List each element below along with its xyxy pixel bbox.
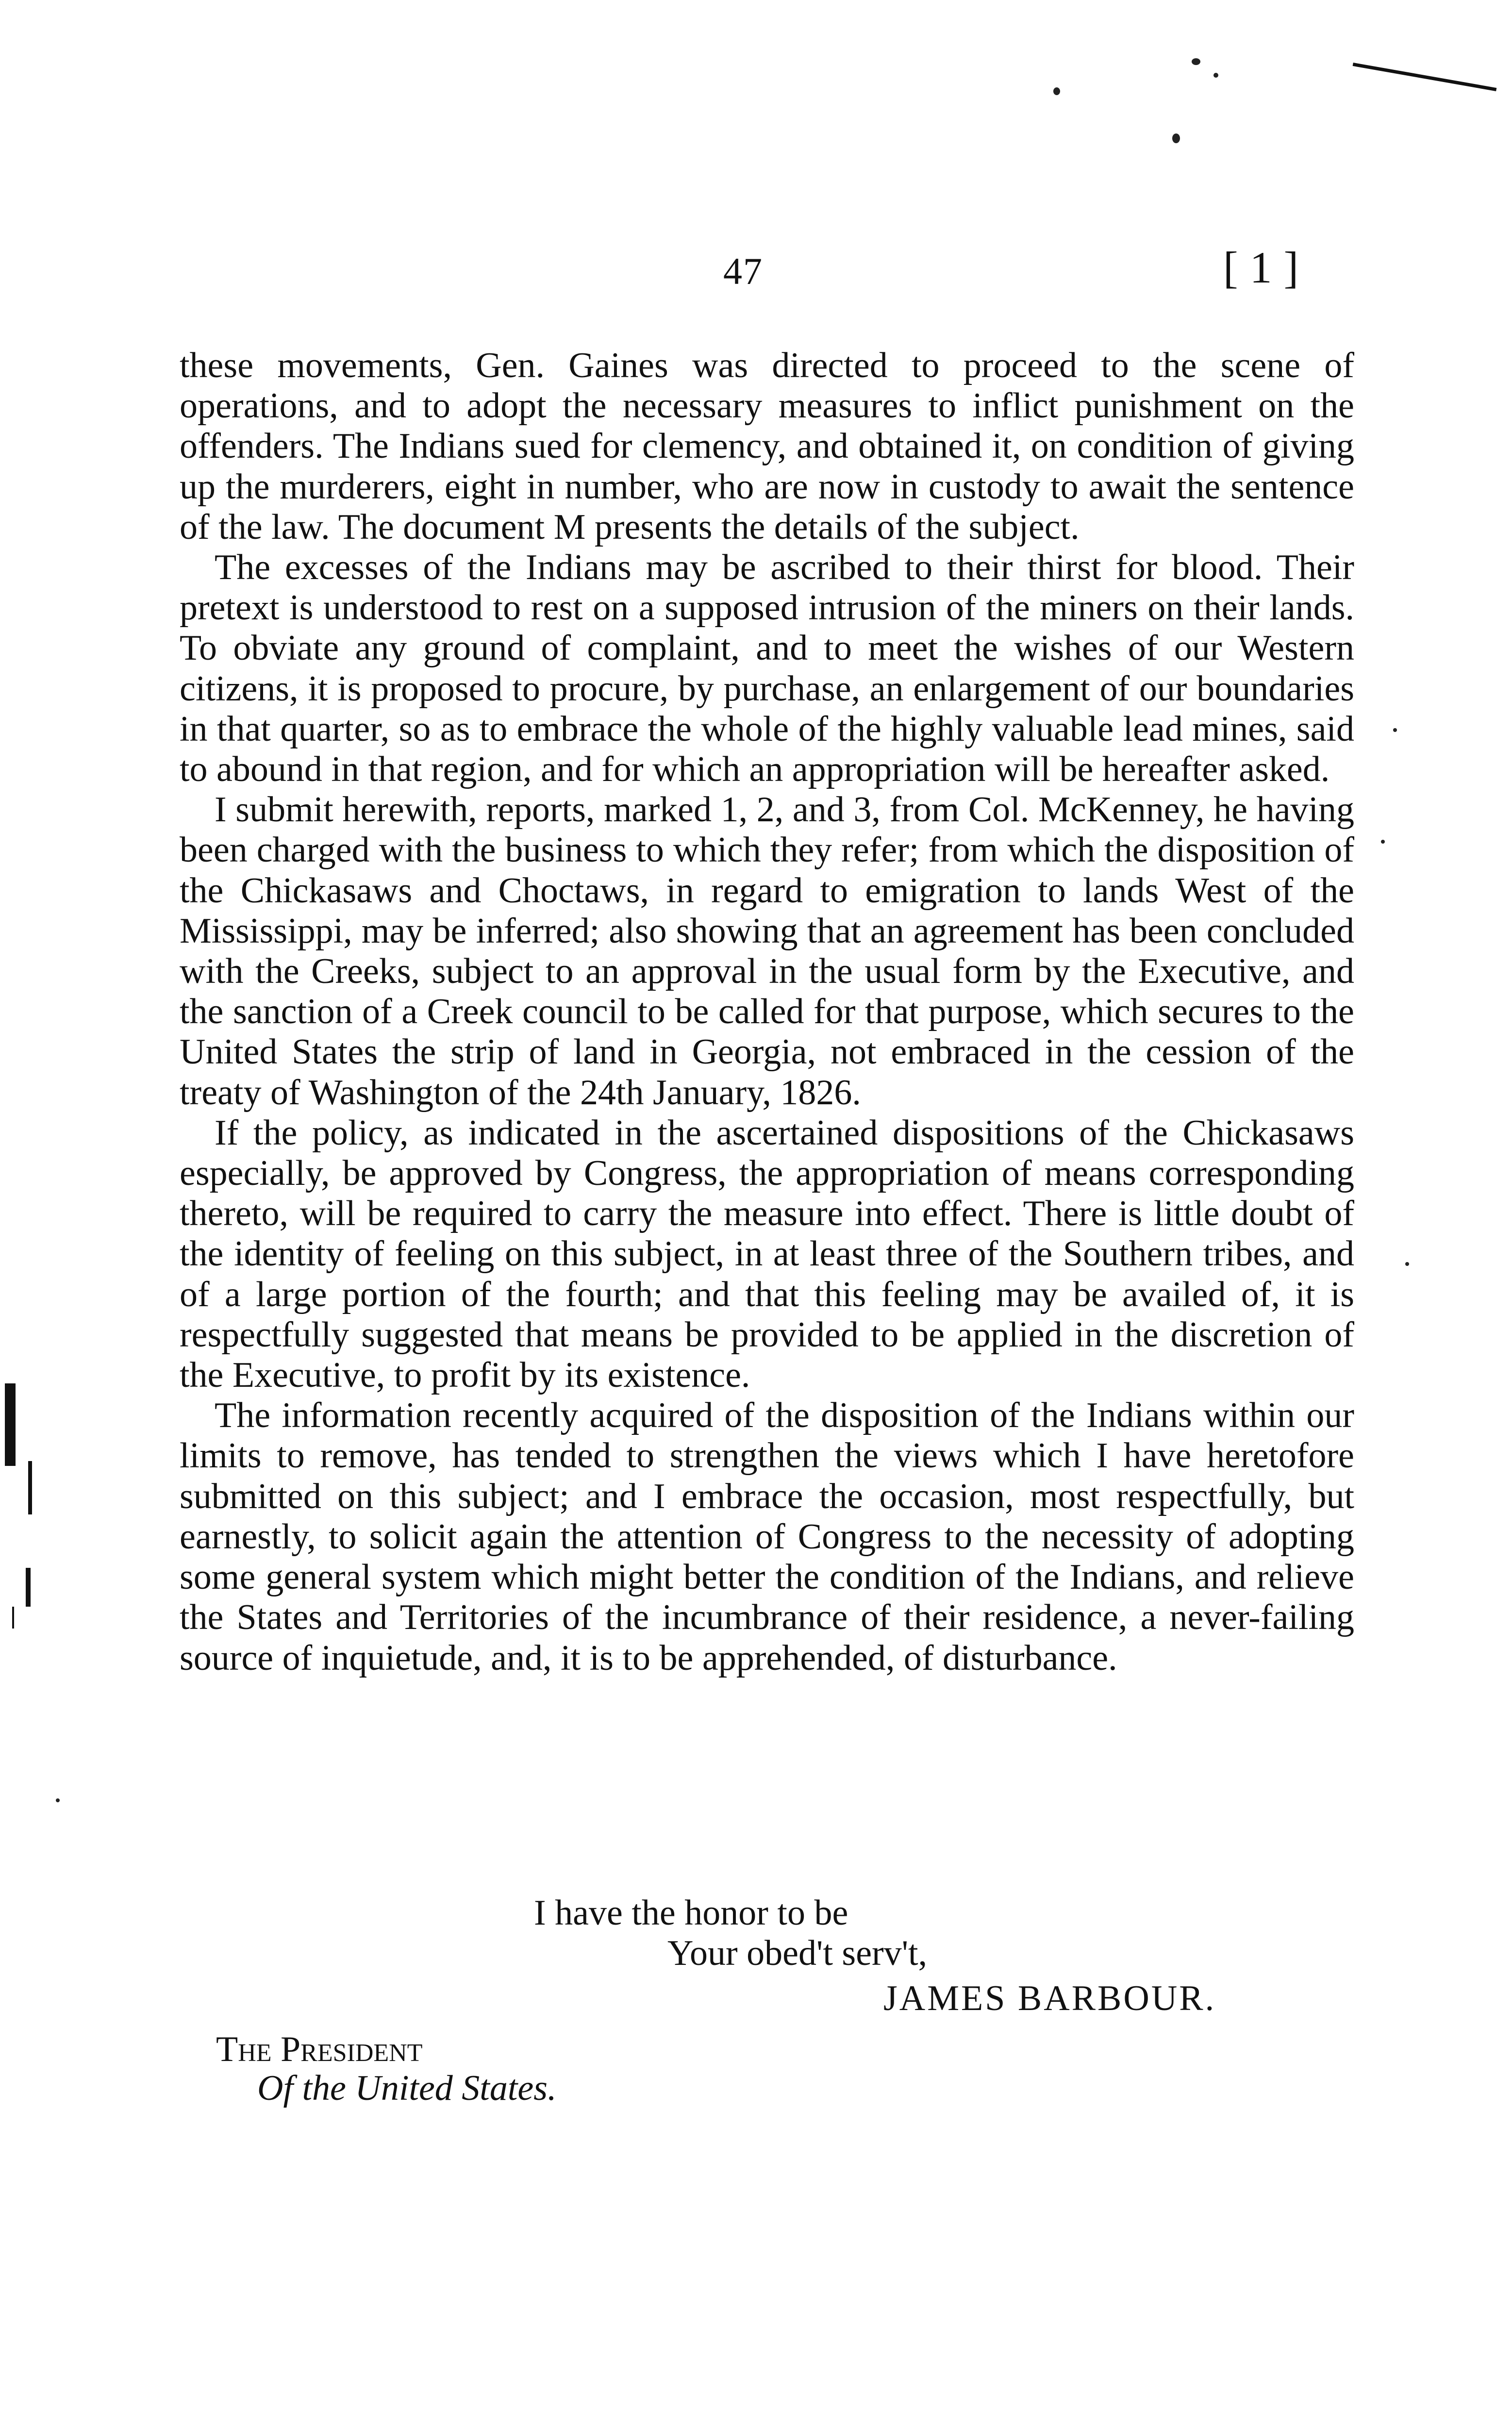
left-edge-mark bbox=[12, 1607, 14, 1629]
paper-speck bbox=[56, 1798, 60, 1802]
closing-line: Your obed't serv't, bbox=[667, 1933, 928, 1973]
paper-speck bbox=[1405, 1262, 1409, 1266]
paper-speck bbox=[1213, 73, 1218, 78]
paper-speck bbox=[1393, 728, 1397, 732]
paragraph: these movements, Gen. Gaines was directed to proceed to the scene of operations, and to adopt the necessary measures to inflict punishment on the offenders. The Indians sued for clemency, and obtained it, on condition of giving up the murderers, eight in number, who are now in custody to await the sentence of the law. The document M presents the details of the subject. bbox=[180, 346, 1354, 547]
paper-speck bbox=[1053, 87, 1060, 95]
signature: JAMES BARBOUR. bbox=[883, 1978, 1216, 2018]
top-right-edge-mark bbox=[1353, 63, 1497, 91]
letter-body bbox=[180, 346, 1354, 1679]
paper-speck bbox=[1381, 840, 1385, 844]
left-edge-mark bbox=[28, 1461, 32, 1514]
left-edge-mark bbox=[26, 1568, 31, 1607]
paper-speck bbox=[1192, 58, 1200, 65]
document-number: [1] bbox=[1223, 243, 1311, 292]
paragraph: The information recently acquired of the disposition of the Indians within our limits to remove, has tended to strengthen the views which I have heretofore submitted on this subject; and I embrace the occasion, most respectfully, but earnestly, to solicit again the attention of Congress to the necessity of adopting some general system which might better the condition of the Indians, and relieve the States and Territories of the incumbrance of their residence, a never-failing source of inquietude, and, it is to be apprehended, of disturbance. bbox=[180, 1396, 1354, 1678]
closing-line: I have the honor to be bbox=[534, 1893, 848, 1933]
left-edge-mark bbox=[5, 1383, 16, 1466]
addressee-line: Of the United States. bbox=[257, 2068, 557, 2108]
paper-speck bbox=[1172, 133, 1180, 143]
paragraph: I submit herewith, reports, marked 1, 2, and 3, from Col. McKenney, he having been charged with the business to which they refer; from which the disposition of the Chickasaws and Choctaws, in regard to emigration to lands West of the Mississippi, may be inferred; also showing that an agreement has been concluded with the Creeks, subject to an approval in the usual form by the Executive, and the sanction of a Creek council to be called for that purpose, which secures to the United States the strip of land in Georgia, not embraced in the cession of the treaty of Washington of the 24th January, 1826. bbox=[180, 790, 1354, 1113]
paragraph: The excesses of the Indians may be ascribed to their thirst for blood. Their pretext is understood to rest on a supposed intrusion of the miners on their lands. To obviate any ground of complaint, and to meet the wishes of our Western citizens, it is proposed to procure, by purchase, an enlargement of our boundaries in that quarter, so as to embrace the whole of the highly valuable lead mines, said to abound in that region, and for which an appropriation will be hereafter asked. bbox=[180, 548, 1354, 790]
page-number: 47 bbox=[723, 250, 763, 292]
addressee-title: The President bbox=[216, 2029, 423, 2069]
paragraph: If the policy, as indicated in the ascertained dispositions of the Chickasaws especially, be approved by Congress, the appropriation of means corresponding thereto, will be required to carry the measure into effect. There is little doubt of the identity of feeling on this subject, in at least three of the Southern tribes, and of a large portion of the fourth; and that this feeling may be availed of, it is respectfully suggested that means be provided to be applied in the discretion of the Executive, to profit by its existence. bbox=[180, 1113, 1354, 1396]
